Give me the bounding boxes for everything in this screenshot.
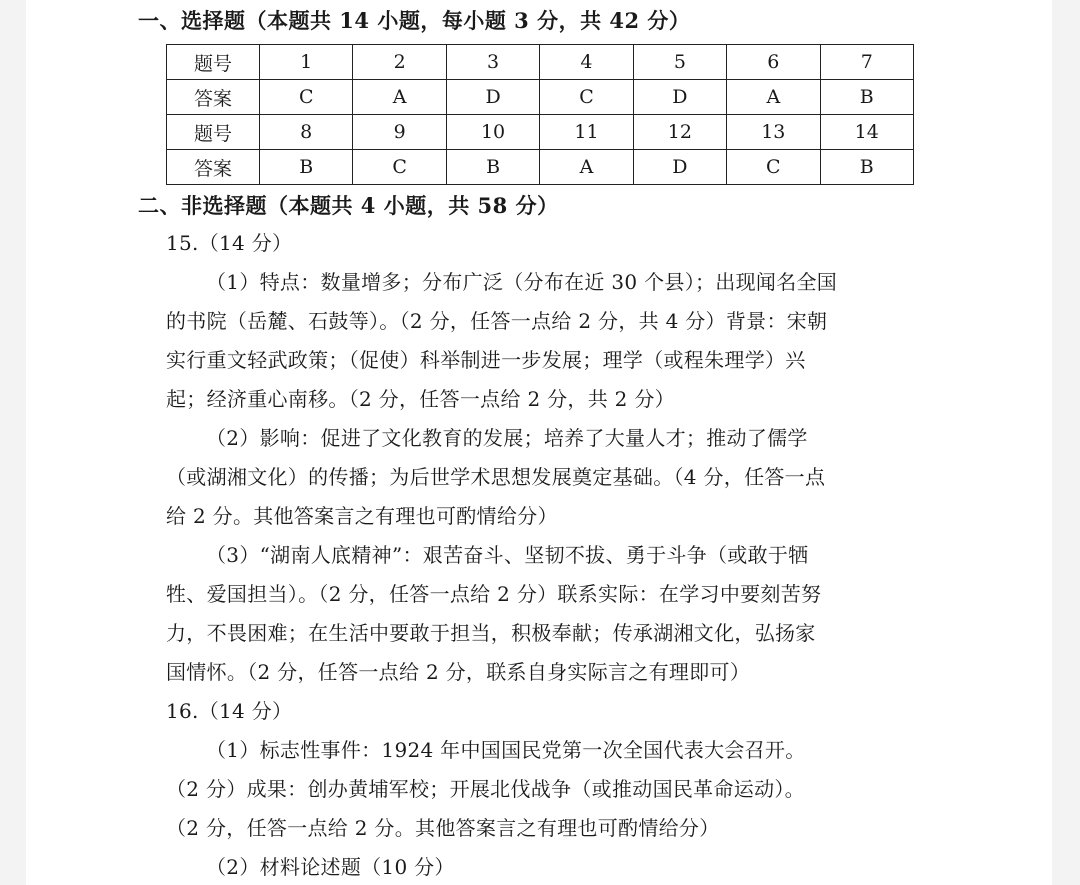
table-row: [167, 80, 914, 115]
paragraph-line: 实行重文轻武政策；（促使）科举制进一步发展；理学（或程朱理学）兴: [166, 348, 806, 372]
table-cell: 11: [540, 115, 633, 150]
table-cell: D: [633, 80, 726, 115]
table-cell: 9: [353, 115, 446, 150]
paragraph-line: 的书院（岳麓、石鼓等）。（2 分，任答一点给 2 分，共 4 分）背景：宋朝: [166, 309, 828, 333]
table-cell: 3: [446, 45, 539, 80]
question-16-header: 16.（14 分）: [166, 699, 293, 723]
table-cell: A: [353, 80, 446, 115]
table-cell: C: [260, 80, 353, 115]
table-row: [167, 115, 914, 150]
row-label: 答案: [167, 80, 260, 115]
section-2-heading: 二、非选择题（本题共 4 小题，共 58 分）: [138, 193, 559, 218]
row-label: 题号: [167, 115, 260, 150]
question-15-header: 15.（14 分）: [166, 231, 293, 255]
table-cell: B: [820, 80, 913, 115]
paragraph-line: 给 2 分。其他答案言之有理也可酌情给分）: [166, 504, 558, 528]
paragraph-line: 国情怀。（2 分，任答一点给 2 分，联系自身实际言之有理即可）: [166, 660, 751, 684]
section-1-heading: 一、选择题（本题共 14 小题，每小题 3 分，共 42 分）: [138, 8, 691, 33]
table-cell: 13: [727, 115, 820, 150]
answer-table: [166, 44, 914, 185]
table-cell: 10: [446, 115, 539, 150]
table-cell: C: [353, 150, 446, 185]
table-cell: A: [727, 80, 820, 115]
paragraph-line: （2）材料论述题（10 分）: [206, 855, 455, 879]
paragraph-line: （或湖湘文化）的传播；为后世学术思想发展奠定基础。（4 分，任答一点: [166, 465, 826, 489]
table-cell: C: [727, 150, 820, 185]
paragraph-line: （3）“湖南人底精神”：艰苦奋斗、坚韧不拔、勇于斗争（或敢于牺: [206, 543, 809, 567]
row-label: 题号: [167, 45, 260, 80]
table-row: [167, 150, 914, 185]
table-cell: A: [540, 150, 633, 185]
paragraph-line: 牲、爱国担当）。（2 分，任答一点给 2 分）联系实际：在学习中要刻苦努: [166, 582, 822, 606]
paragraph-line: （1）特点：数量增多；分布广泛（分布在近 30 个县）；出现闻名全国: [206, 270, 838, 294]
table-cell: 8: [260, 115, 353, 150]
table-cell: 12: [633, 115, 726, 150]
table-cell: D: [633, 150, 726, 185]
row-label: 答案: [167, 150, 260, 185]
paragraph-line: （1）标志性事件：1924 年中国国民党第一次全国代表大会召开。: [206, 738, 806, 762]
table-cell: 1: [260, 45, 353, 80]
table-row: [167, 45, 914, 80]
paragraph-line: （2）影响：促进了文化教育的发展；培养了大量人才；推动了儒学: [206, 426, 808, 450]
table-cell: 4: [540, 45, 633, 80]
table-cell: 14: [820, 115, 913, 150]
table-cell: 7: [820, 45, 913, 80]
table-cell: B: [446, 150, 539, 185]
table-cell: B: [260, 150, 353, 185]
paragraph-line: （2 分）成果：创办黄埔军校；开展北伐战争（或推动国民革命运动）。: [166, 777, 805, 801]
paragraph-line: （2 分，任答一点给 2 分。其他答案言之有理也可酌情给分）: [166, 816, 720, 840]
table-cell: 5: [633, 45, 726, 80]
table-cell: B: [820, 150, 913, 185]
paragraph-line: 起；经济重心南移。（2 分，任答一点给 2 分，共 2 分）: [166, 387, 675, 411]
table-cell: 6: [727, 45, 820, 80]
paragraph-line: 力，不畏困难；在生活中要敢于担当，积极奉献；传承湖湘文化，弘扬家: [166, 621, 816, 645]
table-cell: D: [446, 80, 539, 115]
table-cell: 2: [353, 45, 446, 80]
table-cell: C: [540, 80, 633, 115]
